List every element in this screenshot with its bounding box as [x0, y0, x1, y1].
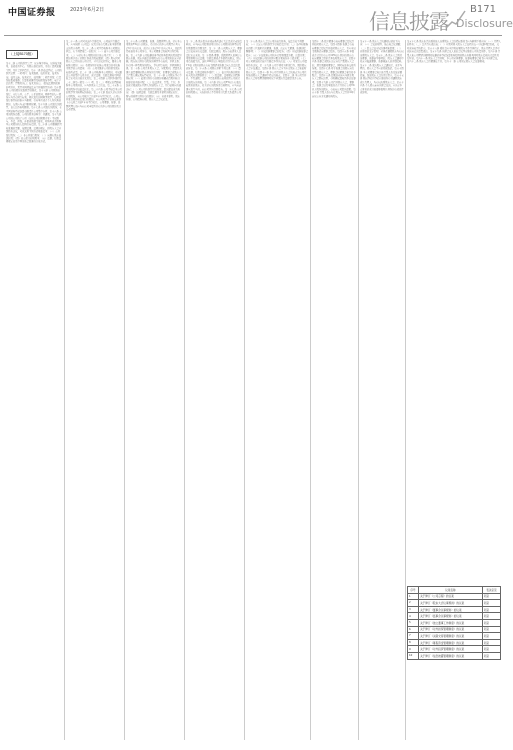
table-row — [408, 646, 501, 653]
table-header: 序号 — [408, 587, 419, 594]
table-row — [408, 633, 501, 640]
column-text: 第三十八条 股东大会是公司的权力机构，依法行使下列职权：（一）决定公司的经营方针和投资计划；（二）选举和更换非由职工代表担任的董事、监事，决定有关董事、监事的报酬事项；（三）审议批准董事会的报告；（四）审议批准监事会报告；（五）审议批准公司的年度财务预算方案、决算方案；（六）审议批准公司的利润分配方案和弥补亏损方案；（七）对公司增加或者减少注册资本作出决议；（八）对发行公司债券作出决议。第三十九条 公司下列对外担保行为，须经股东大会审议通过。第四十条 股东大会分为年度股东大会和临时股东大会。第四十一条 本公司召开股东大会的地点为公司住所地或股东大会通知中指定的地点。第四十二条 本公司召开股东大会时将聘请律师对以下问题出具法律意见并公告。 — [246, 40, 309, 81]
table-cell: 9 — [408, 646, 419, 653]
column-text: 第十二条 公司的经营宗旨：以市场为导向，以科技为先导，以效益为中心，为股东创造价值，为员工提供发展空间，为社会承担责任。第十三条 经依法登记，公司的经营范围：一般项目：技术服务、技术开发、技术咨询、技术交流、技术转让、技术推广；软件开发；信息系统集成服务；计算机软硬件及辅助设备零售；电子产品销售；货物进出口；技术进出口。（除依法须经批准的项目外，凭营业执照依法自主开展经营活动）第十四条 公司的股份采取股票的形式。第十五条 公司股份的发行，实行公开、公平、公正的原则，同种类的每一股份应当具有同等权利。同次发行的同种类股票，每股的发行条件和价格应当相同；任何单位或者个人所认购的股份，每股应当支付相同价额。第十六条 公司发行的股票，以人民币标明面值。第十七条 公司发行的股份，在中国证券登记结算有限责任公司集中存管。第十八条 公司的股份总数，公司的股本结构为：普通股。第十九条 公司或公司的子公司（包括公司的附属企业）不以赠与、垫资、担保、补偿或贷款等形式，对购买或者拟购买公司股份的人提供任何资助。第二十条 公司根据经营和发展的需要，依照法律、法规的规定，经股东大会分别作出决议，可以采用下列方式增加资本：（一）公开发行股份；（二）非公开发行股份；（三）向现有股东派送红股；（四）以公积金转增股本；（五）法律、行政法规规定以及中国证监会批准的其他方式。 — [6, 62, 62, 144]
table-cell: 同意 — [482, 600, 500, 607]
table-header: 表决意见 — [482, 587, 500, 594]
voting-table — [407, 586, 501, 660]
article-column-6 — [312, 40, 356, 745]
column-text: 第二十一条 公司可以减少注册资本。公司减少注册资本，应当按照《公司法》以及其他有关规定和本章程规定的程序办理。第二十二条 公司不得收购本公司股份。但是，有下列情形之一的除外：（一）减少公司注册资本；（二）与持有本公司股份的其他公司合并；（三）将股份用于员工持股计划或者股权激励；（四）股东因对股东大会作出的公司合并、分立决议持异议，要求公司收购其股份；（五）将股份用于转换公司发行的可转换为股票的公司债券；（六）公司为维护公司价值及股东权益所必需。第二十三条 公司收购本公司股份，可以通过公开的集中交易方式，或者法律、行政法规和中国证监会认可的其他方式进行。第二十四条 公司因本章程第二十二条第一款第（一）项、第（二）项规定的情形收购本公司股份的，应当经股东大会决议。第二十五条 公司的股份可以依法转让。第二十六条 公司不接受本公司的股票作为质押权的标的。第二十七条 发起人持有的本公司股份，自公司成立之日起1年内不得转让。公司公开发行股份前已发行的股份，自公司股票在证券交易所上市交易之日起1年内不得转让。公司董事、监事、高级管理人员应当向公司申报所持有的本公司的股份及其变动情况。 — [66, 40, 122, 112]
column-text: 第四十三条 独立董事有权向董事会提议召开临时股东大会。第四十四条 监事会有权向董事会提议召开临时股东大会，并应当以书面形式向董事会提出。第四十五条 单独或者合计持有公司10%以上股份的股东有权向董事会请求召开临时股东大会。第四十六条 监事会或股东决定自行召集股东大会的，须书面通知董事会，同时向证券交易所备案。第四十七条 对于监事会或股东自行召集的股东大会，董事会和董事会秘书将予配合。第四十八条 提案的内容应当属于股东大会职权范围，有明确议题和具体决议事项。第四十九条 公司召开股东大会，董事会、监事会以及单独或者合并持有公司3%以上股份的股东，有权向公司提出提案。第五十条 召集人将在年度股东大会召开20日前以公告方式通知各股东。 — [312, 40, 356, 98]
table-cell: 4 — [408, 613, 419, 620]
table-row — [408, 639, 501, 646]
chart-line-icon — [445, 8, 467, 30]
column-divider — [405, 40, 406, 740]
table-cell: 同意 — [482, 619, 500, 626]
table-cell: 关于修订《募集资金管理制度》的议案 — [419, 639, 483, 646]
continued-notice: （上接B170版） — [6, 50, 38, 59]
table-row — [408, 600, 501, 607]
table-cell: 关于修订《对外担保管理制度》的议案 — [419, 626, 483, 633]
table-cell: 同意 — [482, 652, 500, 659]
table-cell: 同意 — [482, 633, 500, 640]
table-cell: 2 — [408, 600, 419, 607]
table-row — [408, 613, 501, 620]
table-cell: 关于修订《股东大会议事规则》的议案 — [419, 600, 483, 607]
column-divider — [310, 40, 311, 740]
table-cell: 关于修订《信息披露管理制度》的议案 — [419, 652, 483, 659]
column-divider — [64, 40, 65, 740]
table-cell: 关于修订《对外投资管理制度》的议案 — [419, 646, 483, 653]
table-cell: 关于修订《独立董事工作制度》的议案 — [419, 619, 483, 626]
article-column-1 — [6, 40, 62, 745]
table-cell: 10 — [408, 652, 419, 659]
column-divider — [124, 40, 125, 740]
newspaper-logo: 中国证券报 — [8, 8, 56, 18]
table-cell: 同意 — [482, 639, 500, 646]
article-column-4 — [186, 40, 242, 745]
column-text: 第三十二条 股东提出查阅前条所述有关信息或者索取资料的，应当向公司提供证明其持有公司股份的种类以及持股数量的书面文件。第三十三条 公司股东大会、董事会决议内容违反法律、行政法规的，股东有权请求人民法院认定无效。第三十四条 董事、高级管理人员执行公司职务时违反法律、行政法规或者本章程的规定，给公司造成损失的，连续180日以上单独或合并持有公司1%以上股份的股东有权书面请求监事会向人民法院提起诉讼。第三十五条 公司股东承担下列义务：（一）遵守法律、行政法规和本章程；（二）依其所认购的股份和入股方式缴纳股金；（三）除法律、法规规定的情形外，不得退股；（四）不得滥用股东权利损害公司或者其他股东的利益。第三十六条 持有公司5%以上有表决权股份的股东，将其持有的股份进行质押的，应当自该事实发生当日，向公司作出书面报告。第三十七条 公司的控股股东、实际控制人不得利用其关联关系损害公司利益。 — [186, 40, 242, 98]
table-cell: 5 — [408, 619, 419, 626]
table-cell: 6 — [408, 626, 419, 633]
table-cell: 同意 — [482, 593, 500, 600]
table-row — [408, 593, 501, 600]
table-cell: 关于修订《关联交易管理制度》的议案 — [419, 633, 483, 640]
table-cell: 关于修订《董事会议事规则》的议案 — [419, 606, 483, 613]
table-row — [408, 626, 501, 633]
column-divider — [244, 40, 245, 740]
table-cell: 8 — [408, 639, 419, 646]
column-divider — [184, 40, 185, 740]
column-divider — [358, 40, 359, 740]
article-column-8 — [407, 40, 501, 580]
column-text: 第五十七条 股东出具的委托他人出席股东大会的授权委托书应当载明下列内容：（一）代理人的姓名；（二）是否具有表决权；（三）分别对列入股东大会议程的每一审议事项投赞成、反对或弃权票的指示。第五十八条 委托书应当注明如果股东不作具体指示，股东代理人是否可以按自己的意思表决。第五十九条 出席会议人员的会议登记册由公司负责制作。第六十条 召集人和公司聘请的律师将依据证券登记结算机构提供的股东名册共同对股东资格的合法性进行验证。第六十一条 股东大会召开时，本公司全体董事、监事和董事会秘书应当出席会议。第六十二条 股东大会由董事长主持。第六十三条 公司制定股东大会议事规则。 — [407, 40, 501, 64]
table-header-row — [408, 587, 501, 594]
table-cell: 同意 — [482, 613, 500, 620]
header-rule — [4, 35, 502, 36]
page-number: B171 — [470, 4, 496, 15]
table-row — [408, 619, 501, 626]
issue-date: 2023年6月2日 — [70, 7, 105, 13]
column-text: 第五十一条 股东大会的通知包括以下内容：（一）会议的时间、地点和会议期限；（二）提交会议审议的事项和提案；（三）以明显的文字说明：全体普通股股东均有权出席股东大会。第五十二条 股东大会拟讨论董事、监事选举事项的，股东大会通知中将充分披露董事、监事候选人的详细资料。第五十三条 发出股东大会通知后，无正当理由，股东大会不应延期或取消。第五十四条 本公司董事会和其他召集人将采取必要措施，保证股东大会的正常秩序。第五十五条 股权登记日登记在册的所有普通股股东或其代理人，均有权出席股东大会。第五十六条 个人股东亲自出席会议的，应出示本人身份证或其他能够表明其身份的有效证件或证明。 — [360, 40, 404, 95]
page-header — [0, 0, 513, 38]
table-cell: 3 — [408, 606, 419, 613]
section-english-title: Disclosure — [456, 17, 513, 30]
column-text: 第二十八条 公司董事、监事、高级管理人员、持有本公司股份5%以上的股东，将其持有的本公司股票在买入后6个月内卖出，或者在卖出后6个月内又买入，由此所得收益归本公司所有，本公司董事会将收回其所得收益。第二十九条 公司依据证券登记机构提供的凭证建立股东名册，股东名册是证明股东持有公司股份的充分证据。股东按其所持有股份的种类享有权利，承担义务；持有同一种类股份的股东，享有同等权利，承担同种义务。第三十条 公司召开股东大会、分配股利、清算及从事其他需要确认股东身份的行为时，由董事会或股东大会召集人确定股权登记日。第三十一条 公司股东享有下列权利：（一）依照其所持有的股份份额获得股利和其他形式的利益分配；（二）依法请求、召集、主持、参加或者委派股东代理人参加股东大会，并行使相应的表决权；（三）对公司的经营进行监督，提出建议或者质询；（四）依照法律、行政法规及本章程的规定转让、赠与或质押其所持有的股份；（五）查阅本章程、股东名册、公司债券存根、股东大会会议记录。 — [126, 40, 182, 101]
table-cell: 关于修订《监事会议事规则》的议案 — [419, 613, 483, 620]
table-cell: 同意 — [482, 626, 500, 633]
table-cell: 关于修订《公司章程》的议案 — [419, 593, 483, 600]
table-row — [408, 652, 501, 659]
section-title: 信息披露 — [369, 10, 449, 34]
table-cell: 7 — [408, 633, 419, 640]
table-header: 议案名称 — [419, 587, 483, 594]
table-row — [408, 606, 501, 613]
article-column-7 — [360, 40, 404, 745]
table-cell: 同意 — [482, 606, 500, 613]
article-column-2 — [66, 40, 122, 745]
table-cell: 1 — [408, 593, 419, 600]
table-cell: 同意 — [482, 646, 500, 653]
article-column-5 — [246, 40, 308, 745]
article-column-3 — [126, 40, 182, 745]
